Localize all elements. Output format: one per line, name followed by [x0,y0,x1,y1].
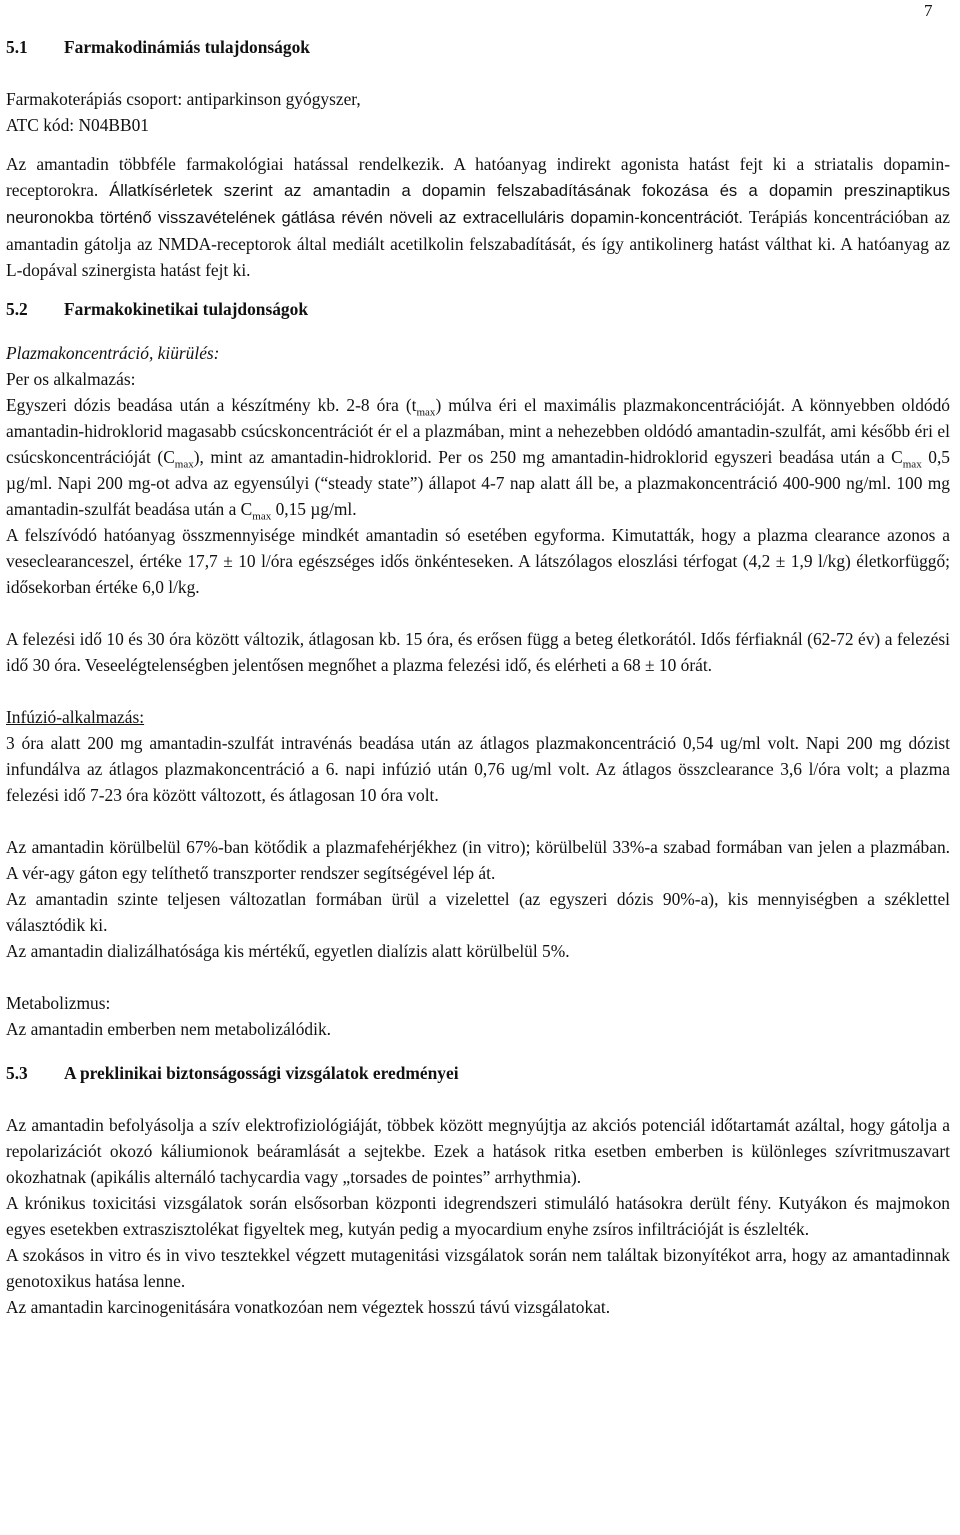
section-title: A preklinikai biztonságossági vizsgálatok eredményei [64,1063,459,1083]
subscript: max [416,406,436,419]
section-title: Farmakokinetikai tulajdonságok [64,299,308,319]
infusion-paragraph: 3 óra alatt 200 mg amantadin-szulfát intravénás beadása után az átlagos plazmakoncentráció 0,54 ug/ml volt. Napi 200 mg dózist infundálva az átlagos plazmakoncentráció a 6. napi infúzió után 0,76 ug/ml volt. Az átlagos összclearance 3,6 l/óra volt; a plazma felezési idő 7-23 óra között változott, és átlagosan 10 óra volt. [6,733,950,805]
half-life-paragraph: A felezési idő 10 és 30 óra között változik, átlagosan kb. 15 óra, és erősen függ a beteg életkorától. Idős férfiaknál (62-72 év) a felezési idő 30 óra. Veseelégtelenségben jelentősen megnőhet a plazma felezési idő, és elérheti a 68 ± 10 órát. [6,629,950,675]
section-number: 5.3 [6,1063,28,1083]
dialysis-paragraph: Az amantadin dializálhatósága kis mértékű, egyetlen dialízis alatt körülbelül 5%. [6,941,570,961]
preclinical-toxicity-paragraph: A krónikus toxicitási vizsgálatok során elsősorban központi idegrendszeri stimuláló hatásokra derült fény. Kutyákon és majmokon egyes esetekben extraszisztolékat figyeltek meg, kutyán pedig a myocardium enyhe zsíros infiltrációját is észlelték. [6,1193,950,1239]
text-run: ), mint az amantadin-hidroklorid. Per os 250 mg amantadin-hidroklorid egyszeri beadása után a C [193,447,903,467]
subheading-plasma: Plazmakoncentráció, kiürülés: [6,343,220,363]
subscript: max [252,510,272,523]
document-body [6,34,950,1320]
text-run: Terápiás koncentrációban az amantadin gátolja az NMDA-receptorok által mediált acetilkolin felszabadítását, és így antikolinerg hatást válthat ki. A hatóanyag az L-dopával szinergista hatást fejt ki. [6,207,950,280]
metabolism-paragraph: Az amantadin emberben nem metabolizálódik. [6,1019,331,1039]
subheading-infusion: Infúzió-alkalmazás: [6,707,145,727]
subheading-metabolism: Metabolizmus: [6,993,111,1013]
protein-binding-paragraph: Az amantadin körülbelül 67%-ban kötődik a plazmafehérjékhez (in vitro); körülbelül 33%-a szabad formában van jelen a plazmában. A vér-agy gáton egy telíthető transzporter rendszer segítségével lép át. [6,837,950,883]
atc-code: ATC kód: N04BB01 [6,115,150,135]
text-run: Egyszeri dózis beadása után a készítmény kb. 2-8 óra (t [6,395,417,415]
section-5-1-heading [6,34,950,60]
pharmacodynamics-paragraph [6,151,950,283]
excretion-paragraph: Az amantadin szinte teljesen változatlan formában ürül a vizelettel (az egyszeri dózis 90%-a), kis mennyiségben a széklettel választódik ki. [6,889,950,935]
section-5-3-heading [6,1060,950,1086]
preclinical-mutagenicity-paragraph: A szokásos in vitro és in vivo tesztekkel végzett mutagenitási vizsgálatok során nem találtak bizonyítékot arra, hogy az amantadinnak genotoxikus hatása lenne. [6,1245,950,1291]
oral-kinetics-paragraph [6,392,950,522]
section-5-2-heading [6,296,950,322]
subscript: max [902,458,922,471]
text-run: Az amantadin többféle farmakológiai hatással rendelkezik. A hatóanyag indirekt agonista hatást fejt ki a striatalis dopamin-receptorokra. [6,154,950,200]
clearance-paragraph: A felszívódó hatóanyag összmennyisége mindkét amantadin só esetében egyforma. Kimutatták, hogy a plazma clearance azonos a veseclearanceszel, értéke 17,7 ± 10 l/óra egészséges idős önkénteseken. A látszólagos eloszlási térfogat (4,2 ± 1,9 l/kg) életkorfüggő; idősekorban értéke 6,0 l/kg. [6,525,950,597]
text-run: 0,5 µg/ml. Napi 200 mg-ot adva az egyensúlyi (“steady state”) állapot 4-7 nap alatt áll be, a plazmakoncentráció 400-900 ng/ml. 100 mg amantadin-szulfát beadása után a C [6,447,950,519]
subscript: max [174,458,194,471]
therapeutic-group: Farmakoterápiás csoport: antiparkinson gyógyszer, [6,89,361,109]
section-title: Farmakodinámiás tulajdonságok [64,37,310,57]
preclinical-cardiac-paragraph: Az amantadin befolyásolja a szív elektrofiziológiáját, többek között megnyújtja az akciós potenciál időtartamát azáltal, hogy gátolja a repolarizációt okozó káliumionok beáramlását a sejtekbe. Ezek a hatások ritka esetben emberben is különleges szívritmuszavart okozhatnak (apikális alternáló tachycardia vagy „torsades de pointes” arrhythmia). [6,1115,950,1187]
page-number: 7 [924,1,933,20]
section-number: 5.1 [6,37,28,57]
text-run: ) múlva éri el maximális plazmakoncentrációját. A könnyebben oldódó amantadin-hidroklorid magasabb csúcskoncentrációt ér el a plazmában, mint a nehezebben oldódó amantadin-szulfát, ami később éri el csúcskoncentrációját (C [6,395,950,467]
text-run: 0,15 µg/ml. [271,499,357,519]
text-run-sans: Állatkísérletek szerint az amantadin a dopamin felszabadításának fokozása és a dopamin preszinaptikus neuronokba történő visszavételének gátlása révén növeli az extracelluláris dopamin-koncentrációt. [6,181,950,227]
section-number: 5.2 [6,299,28,319]
preclinical-carcinogenicity-paragraph: Az amantadin karcinogenitására vonatkozóan nem végeztek hosszú távú vizsgálatokat. [6,1297,611,1317]
subheading-oral: Per os alkalmazás: [6,369,136,389]
